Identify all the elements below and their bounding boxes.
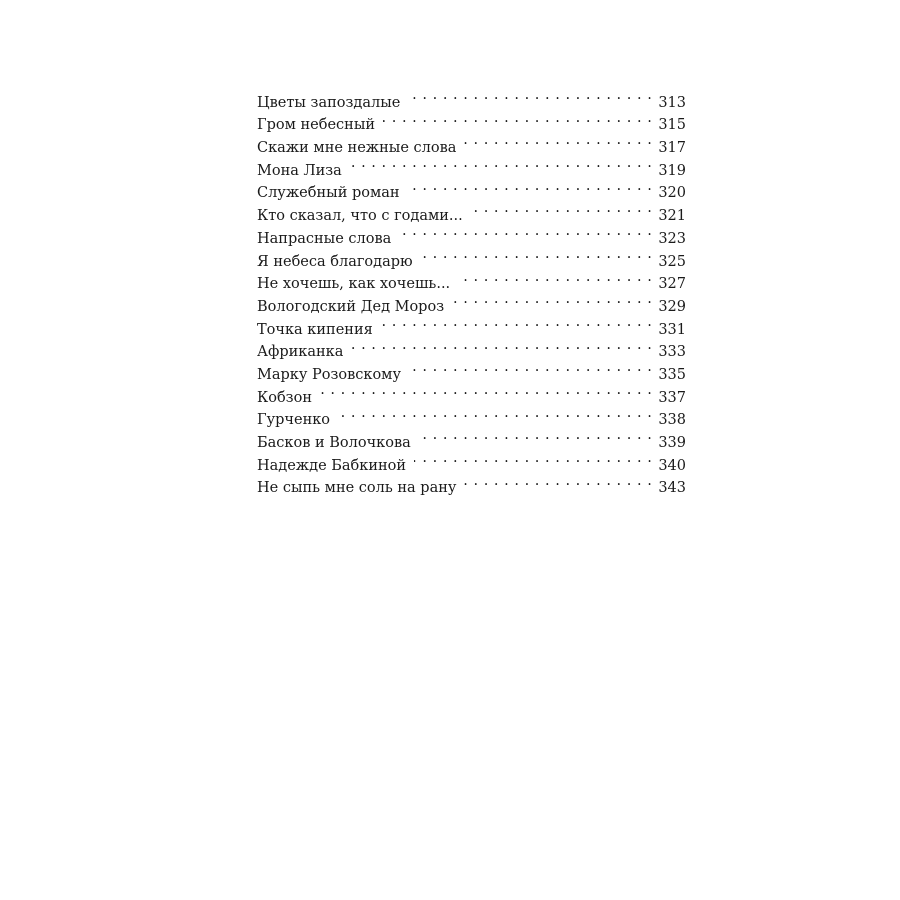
toc-entry-page: 327: [658, 276, 686, 293]
toc-entry-title: Служебный роман: [257, 185, 400, 202]
toc-entry-page: 331: [658, 321, 686, 338]
toc-entry-page: 325: [658, 253, 686, 270]
toc-entry-title: Скажи мне нежные слова: [257, 140, 457, 157]
dot-leader: [419, 424, 653, 447]
toc-entry-page: 340: [658, 457, 686, 474]
toc-entry-page: 343: [658, 480, 686, 497]
dot-leader: [409, 356, 652, 379]
dot-leader: [458, 266, 652, 289]
dot-leader: [414, 447, 652, 470]
toc-entry-title: Напрасные слова: [257, 230, 392, 247]
toc-entry-page: 313: [658, 94, 686, 111]
toc-entry-page: 338: [658, 412, 686, 429]
dot-leader: [351, 334, 652, 357]
toc-entry: [257, 84, 686, 111]
toc-entry-page: 317: [658, 140, 686, 157]
toc-entry-title: Не сыпь мне соль на рану: [257, 480, 457, 497]
toc-entry-title: Кобзон: [257, 389, 312, 406]
toc-entry-title: Марку Розовскому: [257, 366, 401, 383]
toc-entry-page: 315: [658, 117, 686, 134]
toc-entry-title: Басков и Волочкова: [257, 435, 411, 451]
dot-leader: [421, 243, 653, 266]
dot-leader: [399, 220, 652, 243]
dot-leader: [350, 152, 653, 175]
dot-leader: [471, 197, 653, 220]
toc-entry-title: Я небеса благодарю: [257, 253, 413, 270]
table-of-contents: [257, 84, 686, 497]
toc-entry-title: Точка кипения: [257, 321, 373, 338]
toc-entry-title: Гурченко: [257, 412, 331, 429]
toc-entry-page: 339: [658, 435, 686, 451]
dot-leader: [383, 107, 652, 130]
dot-leader: [452, 288, 652, 311]
dot-leader: [464, 129, 652, 152]
dot-leader: [338, 402, 652, 425]
toc-entry-title: Вологодский Дед Мороз: [257, 298, 445, 315]
toc-entry-page: 319: [658, 162, 686, 179]
toc-entry-page: 333: [658, 344, 686, 361]
toc-entry-title: Надежде Бабкиной: [257, 457, 407, 474]
dot-leader: [381, 311, 653, 334]
toc-entry-title: Кто сказал, что с годами...: [257, 208, 463, 225]
toc-entry-title: Африканка: [257, 344, 344, 361]
toc-entry-title: Не хочешь, как хочешь...: [257, 276, 451, 293]
dot-leader: [320, 379, 652, 402]
toc-entry-title: Цветы запоздалые: [257, 94, 401, 111]
toc-entry-title: Гром небесный: [257, 117, 376, 134]
toc-entry-page: 321: [658, 208, 686, 225]
toc-entry-page: 335: [658, 366, 686, 383]
toc-entry-title: Мона Лиза: [257, 162, 342, 179]
toc-entry-page: 337: [658, 389, 686, 406]
dot-leader: [408, 175, 653, 198]
toc-entry-page: 320: [658, 185, 686, 202]
toc-entry: [257, 379, 686, 406]
toc-entry-page: 329: [658, 298, 686, 315]
dot-leader: [464, 470, 652, 493]
dot-leader: [408, 84, 652, 107]
toc-entry: [257, 402, 686, 429]
toc-entry-page: 323: [658, 230, 686, 247]
